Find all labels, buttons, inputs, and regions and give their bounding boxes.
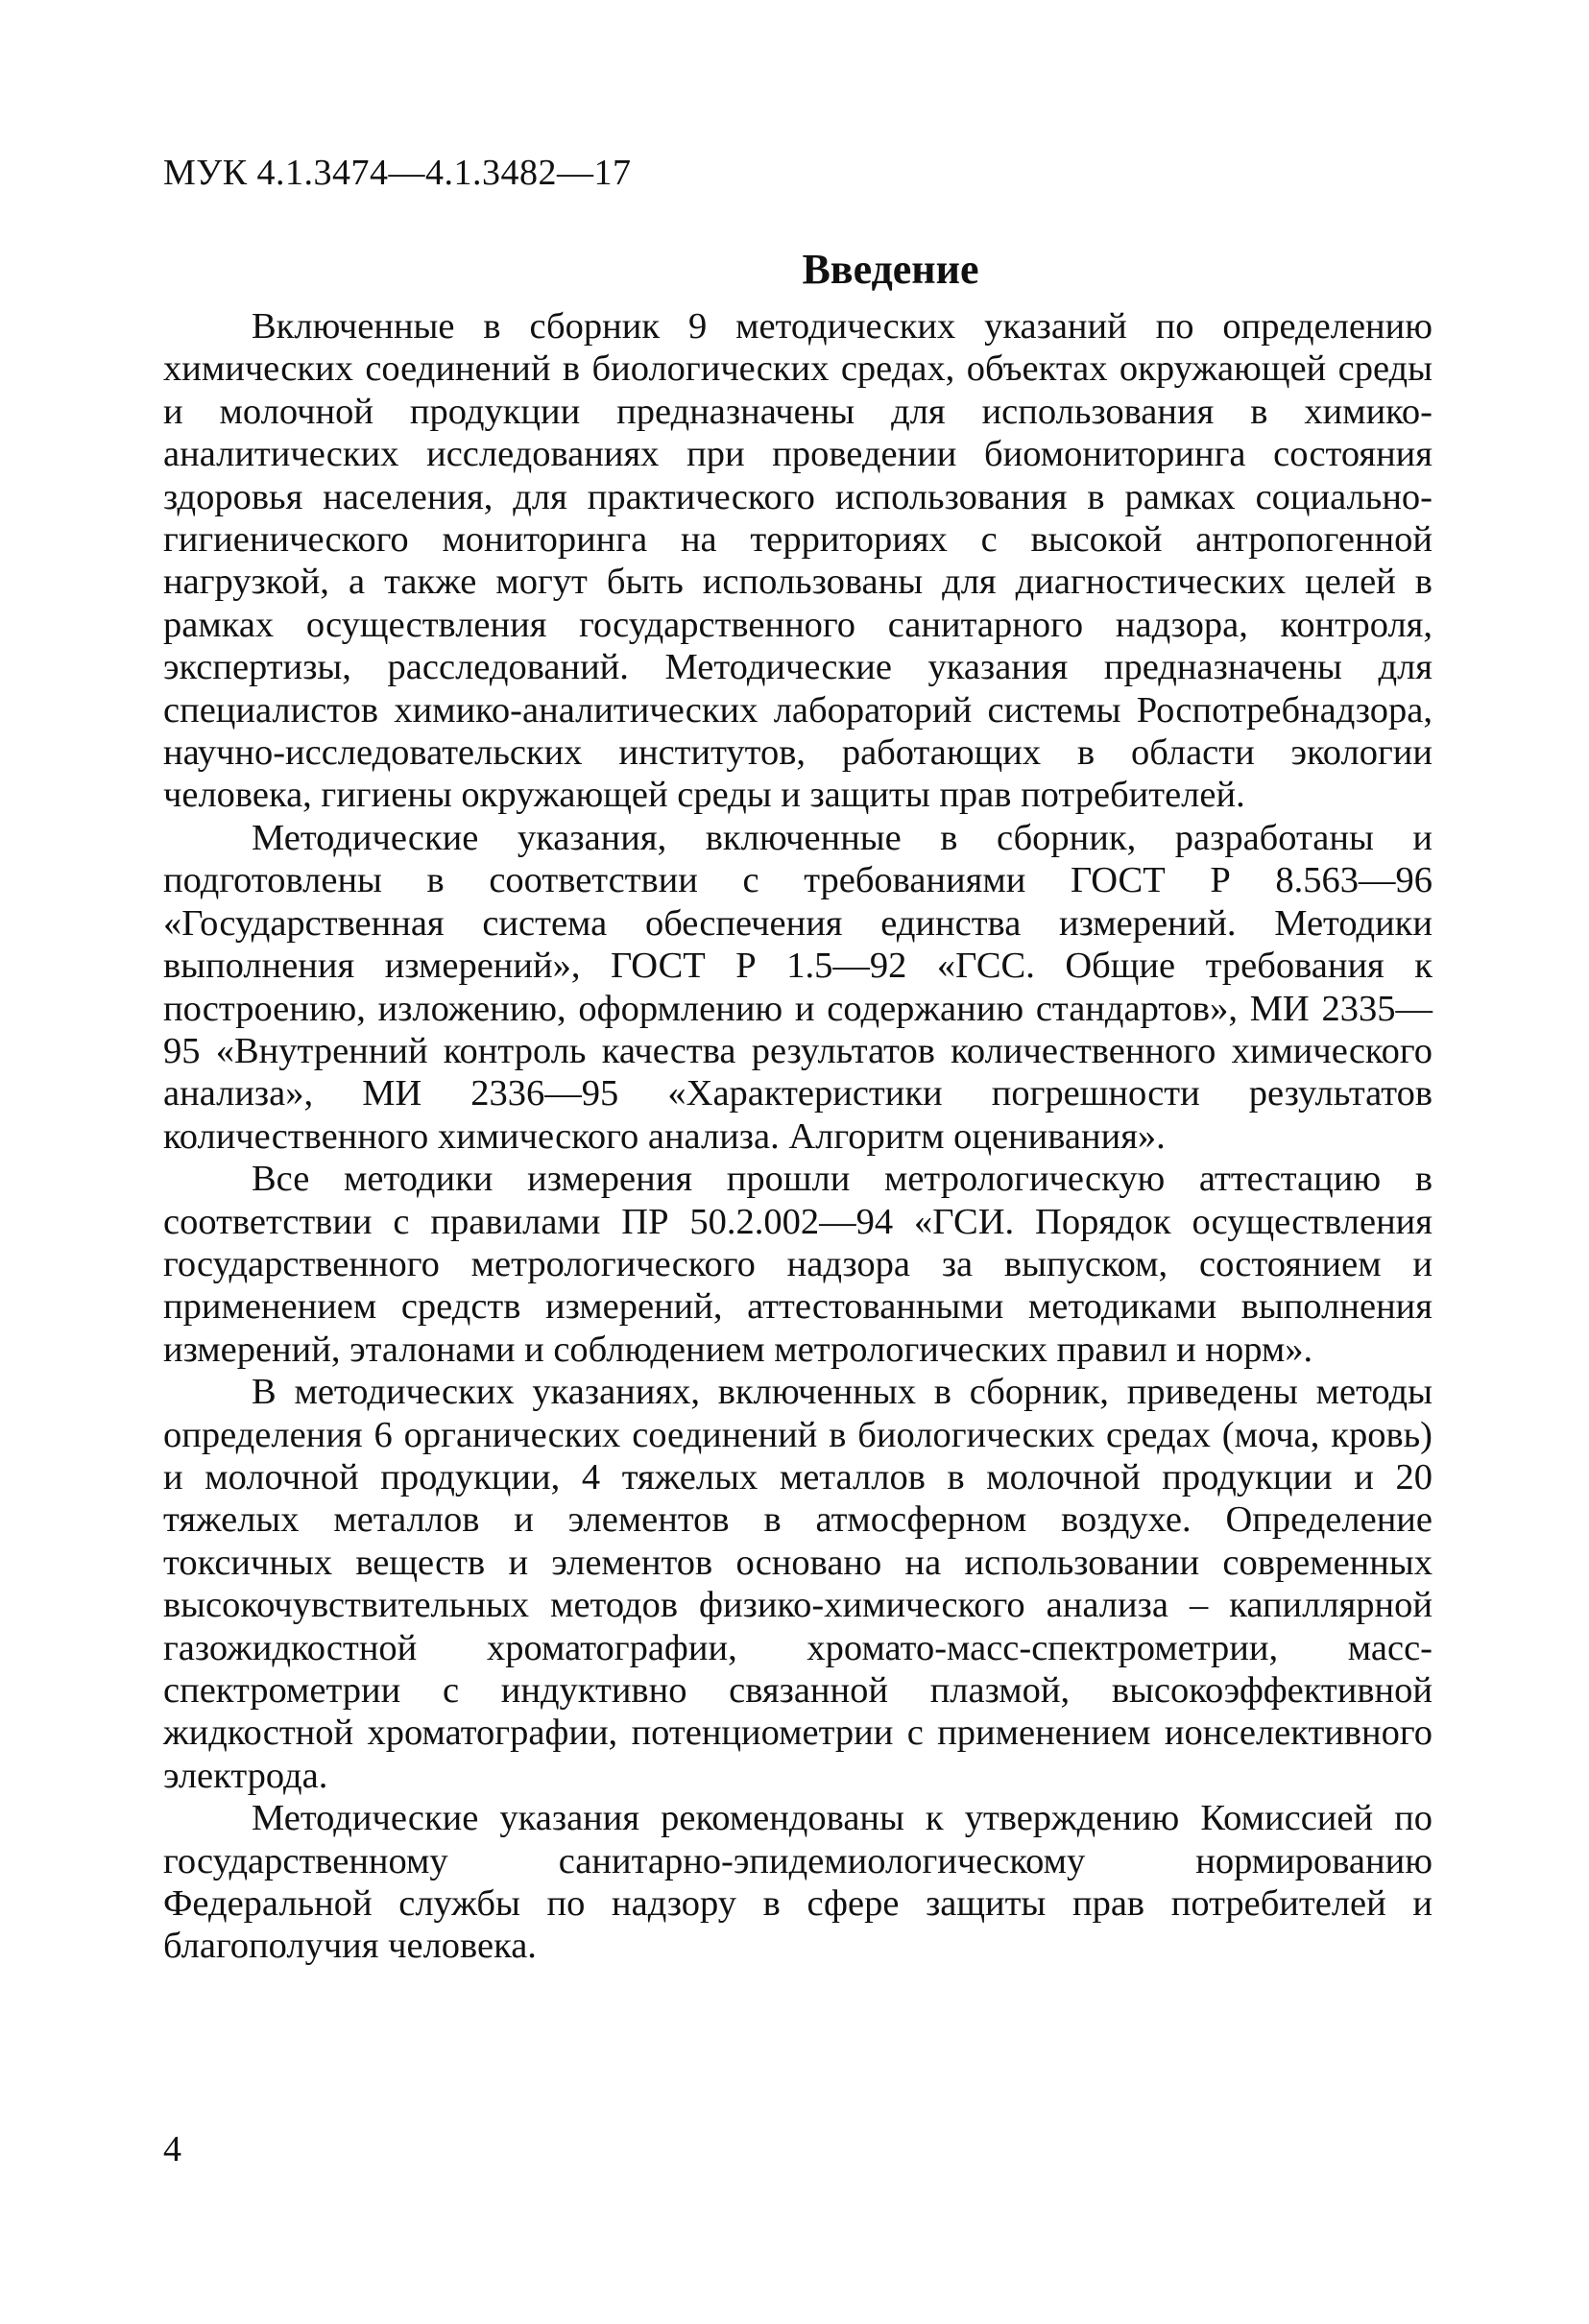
section-body	[163, 305, 1433, 1968]
page-number: 4	[163, 2129, 181, 2169]
document-code-header: МУК 4.1.3474—4.1.3482—17	[163, 153, 632, 193]
paragraph-1: Включенные в сборник 9 методических указаний по определению химических соединений в биологических средах, объектах окружающей среды и молочной продукции предназначены для использования в химико-аналитических исследованиях при проведении биомониторинга состояния здоровья населения, для практического использования в рамках социально-гигиенического мониторинга на территориях с высокой антропогенной нагрузкой, а также могут быть использованы для диагностических целей в рамках осуществления государственного санитарного надзора, контроля, экспертизы, расследований. Методические указания предназначены для специалистов химико-аналитических лабораторий системы Роспотребнадзора, научно-исследовательских институтов, работающих в области экологии человека, гигиены окружающей среды и защиты прав потребителей.	[163, 306, 1433, 816]
paragraph-4: В методических указаниях, включенных в сборник, приведены методы определения 6 органических соединений в биологических средах (моча, кровь) и молочной продукции, 4 тяжелых металлов в молочной продукции и 20 тяжелых металлов и элементов в атмосферном воздухе. Определение токсичных веществ и элементов основано на использовании современных высокочувствительных методов физико-химического анализа – капиллярной газожидкостной хроматографии, хромато-масс-спектрометрии, масс-спектрометрии с индуктивно связанной плазмой, высокоэффективной жидкостной хроматографии, потенциометрии с применением ионселективного электрода.	[163, 1372, 1433, 1796]
paragraph-5: Методические указания рекомендованы к утверждению Комиссией по государственному санитарно-эпидемиологическому нормированию Федеральной службы по надзору в сфере защиты прав потребителей и благополучия человека.	[163, 1798, 1433, 1967]
paragraph-3: Все методики измерения прошли метрологическую аттестацию в соответствии с правилами ПР 50.2.002—94 «ГСИ. Порядок осуществления государственного метрологического надзора за выпуском, состоянием и применением средств измерений, аттестованными методиками выполнения измерений, эталонами и соблюдением метрологических правил и норм».	[163, 1159, 1433, 1370]
paragraph-2: Методические указания, включенные в сборник, разработаны и подготовлены в соответствии с требованиями ГОСТ Р 8.563—96 «Государственная система обеспечения единства измерений. Методики выполнения измерений», ГОСТ Р 1.5—92 «ГСС. Общие требования к построению, изложению, оформлению и содержанию стандартов», МИ 2335—95 «Внутренний контроль качества результатов количественного химического анализа», МИ 2336—95 «Характеристики погрешности результатов количественного химического анализа. Алгоритм оценивания».	[163, 817, 1433, 1157]
section-title: Введение	[802, 246, 979, 293]
